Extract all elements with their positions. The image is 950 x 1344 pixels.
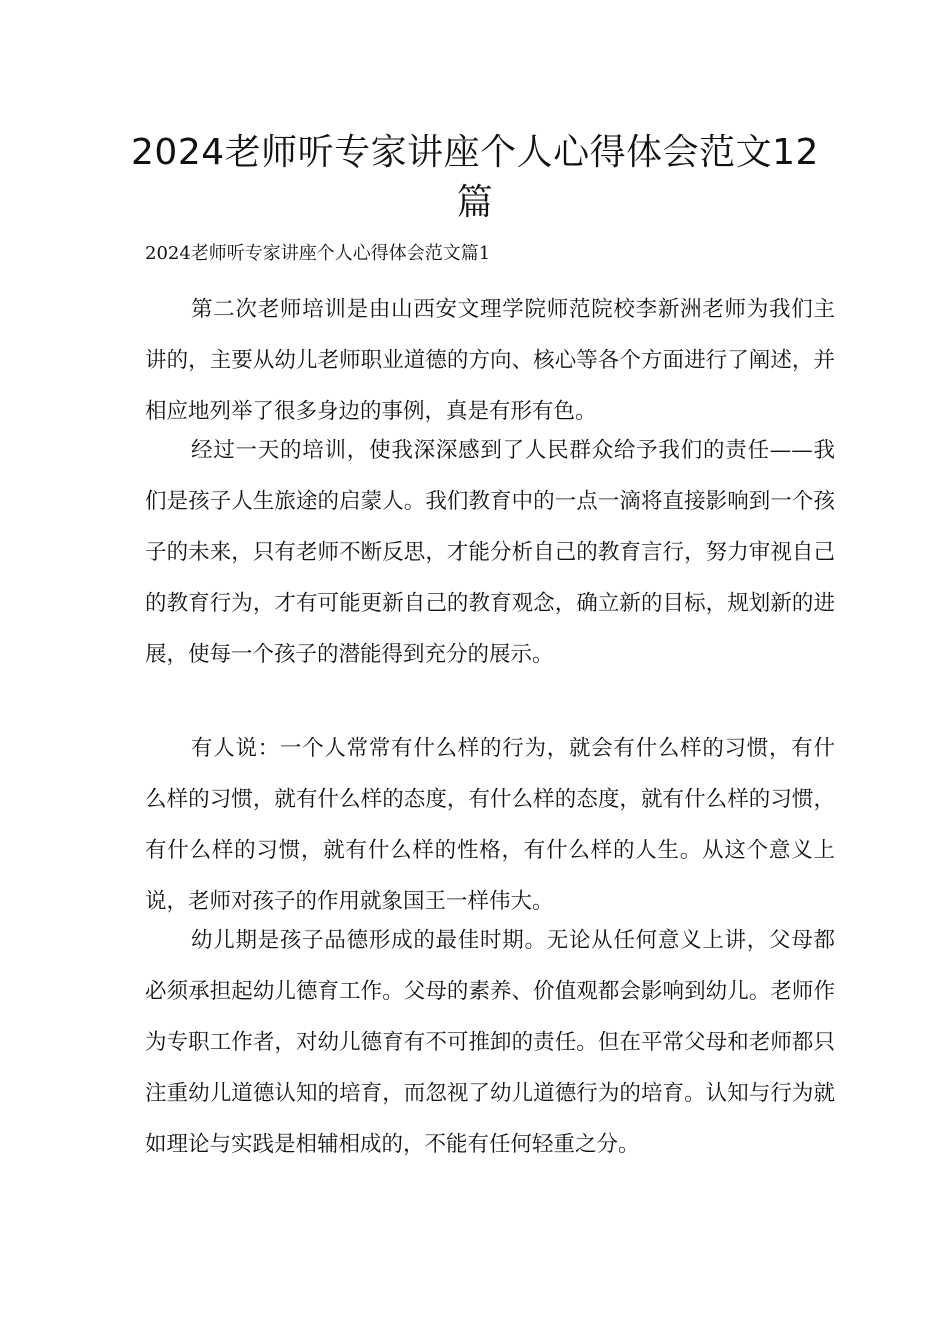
section-heading: 2024老师听专家讲座个人心得体会范文篇1	[145, 243, 491, 264]
paragraph-4: 幼儿期是孩子品德形成的最佳时期。无论从任何意义上讲，父母都必须承担起幼儿德育工作。父母的素养、价值观都会影响到幼儿。老师作为专职工作者，对幼儿德育有不可推卸的责任。但在平常父母和老师都只注重幼儿道德认知的培育，而忽视了幼儿道德行为的培育。认知与行为就如理论与实践是相辅相成的，不能有任何轻重之分。	[145, 928, 835, 1157]
paragraph-2: 经过一天的培训，使我深深感到了人民群众给予我们的责任——我们是孩子人生旅途的启蒙人。我们教育中的一点一滴将直接影响到一个孩子的未来，只有老师不断反思，才能分析自己的教育言行，努力审视自己的教育行为，才有可能更新自己的教育观念，确立新的目标，规划新的进展，使每一个孩子的潜能得到充分的展示。	[145, 438, 835, 667]
document-title: 2024老师听专家讲座个人心得体会范文12篇	[131, 132, 819, 223]
paragraph-1: 第二次老师培训是由山西安文理学院师范院校李新洲老师为我们主讲的，主要从幼儿老师职业道德的方向、核心等各个方面进行了阐述，并相应地列举了很多身边的事例，真是有形有色。	[145, 297, 835, 424]
paragraph-3: 有人说：一个人常常有什么样的行为，就会有什么样的习惯，有什么样的习惯，就有什么样的态度，有什么样的态度，就有什么样的习惯，有什么样的习惯，就有什么样的性格，有什么样的人生。从这个意义上说，老师对孩子的作用就象国王一样伟大。	[145, 736, 835, 914]
